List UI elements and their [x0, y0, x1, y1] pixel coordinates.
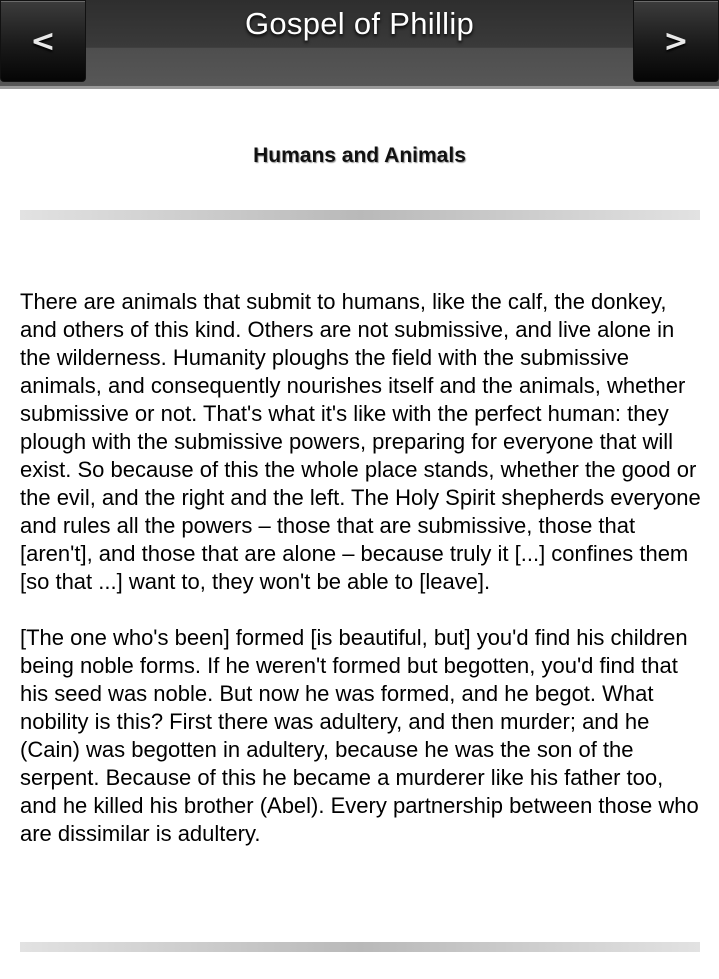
- paragraph: [The one who's been] formed [is beautiful, but] you'd find his children being noble forms. If he weren't formed but begotten, you'd find that his seed was noble. But now he was formed, and he begot. What nobility is this? First there was adultery, and then murder; and he (Cain) was begotten in adultery, because he was the son of the serpent. Because of this he became a murderer like his father too, and he killed his brother (Abel). Every partnership between those who are dissimilar is adultery.: [20, 625, 699, 846]
- top-app-bar: [0, 0, 719, 89]
- previous-button[interactable]: [0, 0, 86, 82]
- chapter-heading: Humans and Animals: [253, 144, 466, 167]
- bottom-divider: [20, 942, 700, 952]
- paragraph: There are animals that submit to humans, like the calf, the donkey, and others of this kind. Others are not submissive, and live alone in the wilderness. Humanity ploughs the field with the submissive animals, and consequently nourishes itself and the animals, whether submissive or not. That's what it's like with the perfect human: they plough with the submissive powers, preparing for everyone that will exist. So because of this the whole place stands, whether the good or the evil, and the right and the left. The Holy Spirit shepherds everyone and rules all the powers – those that are submissive, those that [aren't], and those that are alone – because truly it [...] confines them [so that ...] want to, they won't be able to [leave].: [20, 289, 701, 594]
- chevron-right-icon: >: [663, 24, 689, 59]
- top-divider: [20, 210, 700, 220]
- app-title: Gospel of Phillip: [244, 6, 475, 41]
- chevron-left-icon: <: [30, 24, 56, 59]
- chapter-text: [20, 288, 701, 876]
- next-button[interactable]: [633, 0, 719, 82]
